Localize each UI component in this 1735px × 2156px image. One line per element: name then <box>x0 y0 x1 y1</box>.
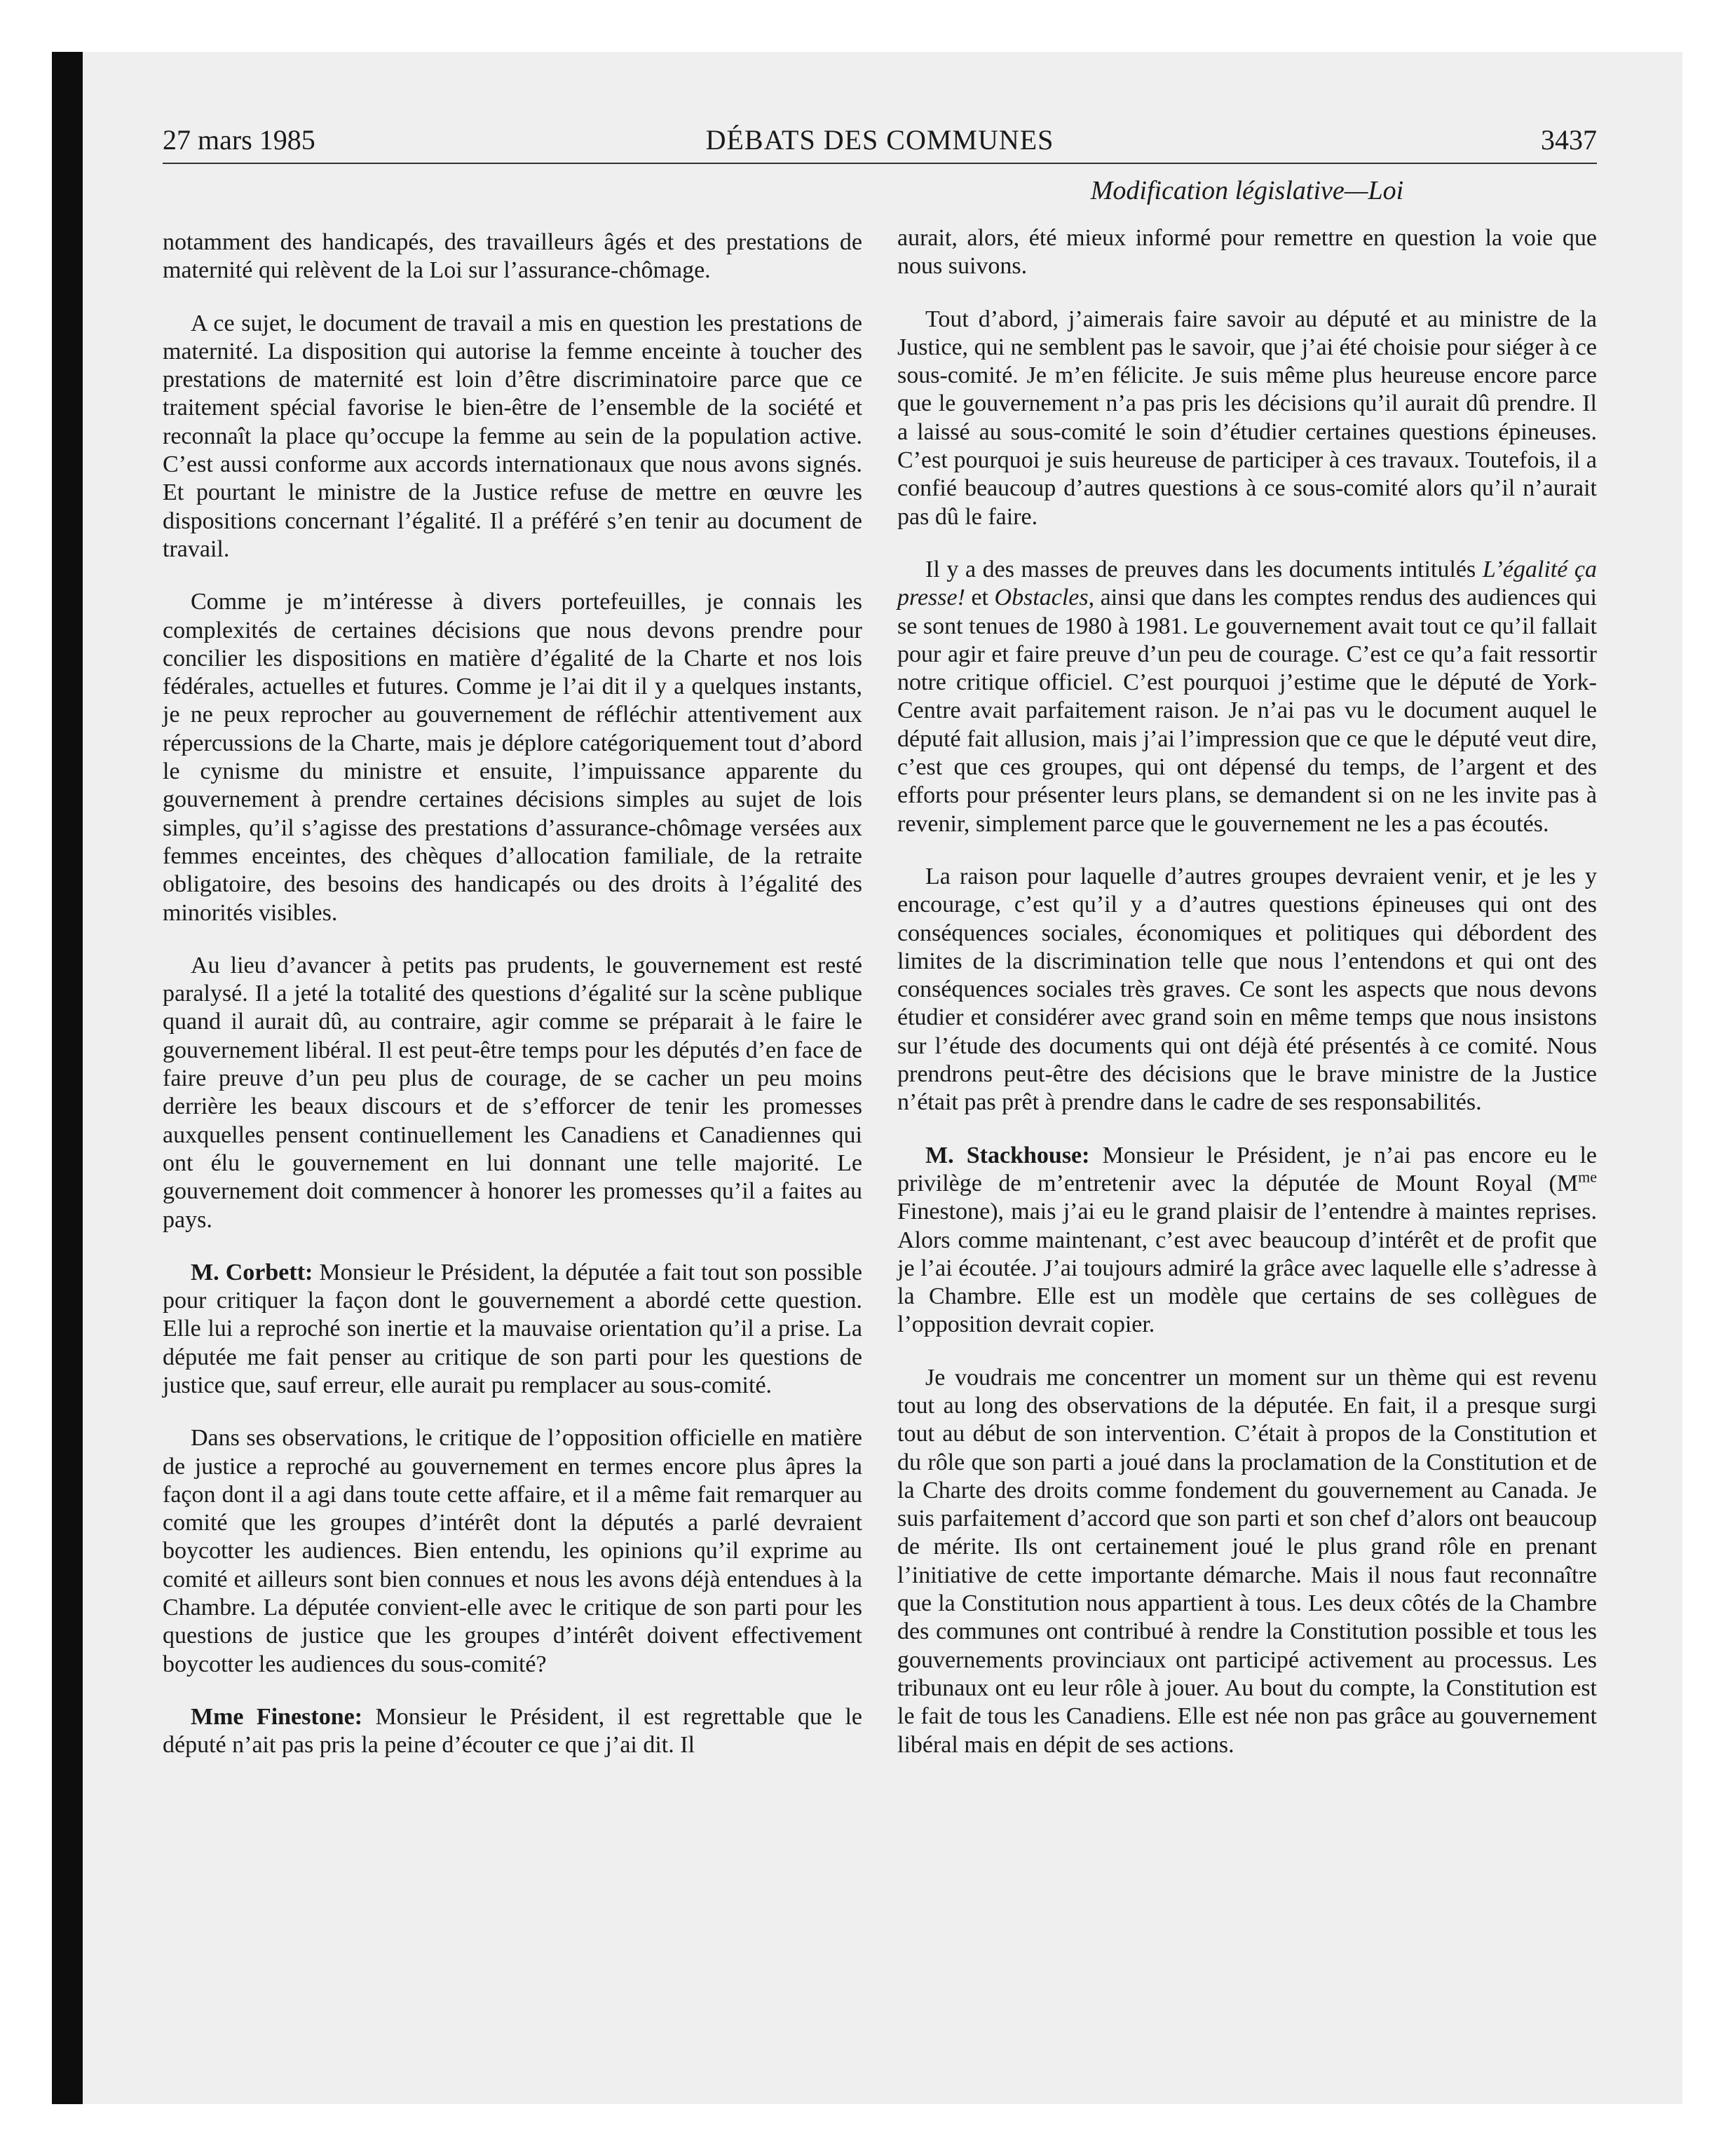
page-number: 3437 <box>1541 124 1597 156</box>
document-title: L’égalité ça presse! <box>897 556 1597 611</box>
paragraph: A ce sujet, le document de travail a mis en question les prestations de maternité. La disposition qui autorise la femme enceinte à toucher des prestations de maternité est loin d’être discriminatoire parce que ce traitement spécial favorise le bien-être de l’ensemble de la société et reconnaît la place qu’occupe la femme au sein de la population active. C’est aussi conforme aux accords internationaux que nous avons signés. Et pourtant le ministre de la Justice refuse de mettre en œuvre les dispositions concernant l’égalité. Il a préféré s’en tenir au document de travail. <box>163 310 862 562</box>
paragraph: La raison pour laquelle d’autres groupes devraient venir, et je les y encourage, c’est qu’il y a d’autres questions épineuses qui ont des conséquences sociales, économiques et politiques qui débordent des limites de la discrimination telle que nous l’entendons et qui ont des conséquences sociales très graves. Ce sont les aspects que nous devons étudier et considérer avec grand soin en même temps que nous insistons sur l’étude des documents qui ont déjà été présentés à ce comité. Nous prendrons peut-être des décisions que le brave ministre de la Justice n’était pas prêt à prendre dans le cadre de ses responsabilités. <box>897 863 1597 1116</box>
paragraph: Tout d’abord, j’aimerais faire savoir au député et au ministre de la Justice, qui ne semblent pas le savoir, que j’ai été choisie pour siéger à ce sous-comité. Je m’en félicite. Je suis même plus heureuse encore parce que le gouvernement n’a pas pris les décisions qu’il aurait dû prendre. Il a laissé au sous-comité le soin d’étudier certaines questions épineuses. C’est pourquoi je suis heureuse de participer à ces travaux. Toutefois, il a confié beaucoup d’autres questions à ce sous-comité alors qu’il n’aurait pas dû le faire. <box>897 306 1597 530</box>
paragraph: Au lieu d’avancer à petits pas prudents, le gouvernement est resté paralysé. Il a jeté la totalité des questions d’égalité sur la scène publique quand il aurait dû, au contraire, agir comme se préparait à le faire le gouvernement libéral. Il est peut-être temps pour les députés d’en face de faire preuve d’un peu plus de courage, de se cacher un peu moins derrière les beaux discours et de s’efforcer de tenir les promesses auxquelles pensent continuellement les Canadiens et Canadiennes qui ont élu le gouvernement en lui donnant une telle majorité. Le gouvernement doit commencer à honorer les promesses qu’il a faites au pays. <box>163 952 862 1233</box>
speech-paragraph <box>163 1703 862 1760</box>
paragraph: Dans ses observations, le critique de l’opposition officielle en matière de justice a reproché au gouvernement en termes encore plus âpres la façon dont il a agi dans toute cette affaire, et il a même fait remarquer au comité que les groupes d’intérêt dont la députés a parlé devraient boycotter les audiences. Bien entendu, les opinions qu’il exprime au comité et ailleurs sont bien connues et nous les avons déjà entendues à la Chambre. La députée convient-elle avec le critique de son parti pour les questions de justice que les groupes d’intérêt doivent effectivement boycotter les audiences du sous-comité? <box>163 1425 862 1677</box>
paragraph: Je voudrais me concentrer un moment sur un thème qui est revenu tout au long des observations de la députée. En fait, il a presque surgi tout au début de son intervention. C’était à propos de la Constitution et du rôle que son parti a joué dans la proclamation de la Constitution et de la Charte des droits comme fondement du gouvernement au Canada. Je suis parfaitement d’accord que son parti et son chef d’alors ont beaucoup de mérite. Ils ont certainement joué le plus grand rôle en prenant l’initiative de cette importante démarche. Mais il nous faut reconnaître que la Constitution nous appartient à tous. Les deux côtés de la Chambre des communes ont contribué à rendre la Constitution possible et tous les gouvernements provinciaux ont participé activement au processus. Les tribunaux ont eu leur rôle à jouer. Au bout du compte, la Constitution est le fait de tous les Canadiens. Elle est née non pas grâce au gouvernement libéral mais en dépit de ses actions. <box>897 1364 1597 1758</box>
paragraph-text: , ainsi que dans les comptes rendus des audiences qui se sont tenues de 1980 à 1981. Le gouvernement avait tout ce qu’il fallait pour agir et faire preuve d’un peu de courage. C’est ce qu’a fait ressortir notre critique officiel. C’est pourquoi j’estime que le député de York-Centre avait parfaitement raison. Je n’ai pas vu le document auquel le député fait allusion, mais j’ai l’impression que ce que le député veut dire, c’est que ces groupes, qui ont dépensé du temps, de l’argent et des efforts pour présenter leurs plans, se demandent si on ne les invite pas à revenir, simplement parce que le gouvernement ne les a pas écoutés. <box>897 585 1597 837</box>
speech-text: Monsieur le Président, il est regrettable que le député n’ait pas pris la peine d’écouter ce que j’ai dit. Il <box>163 1703 862 1759</box>
paragraph: notamment des handicapés, des travailleurs âgés et des prestations de maternité qui relèvent de la Loi sur l’assurance-chômage. <box>163 229 862 284</box>
left-column <box>163 228 862 1785</box>
header-date: 27 mars 1985 <box>163 124 315 156</box>
speech-text: Monsieur le Président, je n’ai pas encore eu le privilège de m’entretenir avec la députée de Mount Royal (M <box>897 1142 1597 1196</box>
speech-text: Finestone), mais j’ai eu le grand plaisir de l’entendre à maintes reprises. Alors comme maintenant, c’est avec beaucoup d’intérêt et de profit que je l’ai écoutée. J’ai toujours admiré la grâce avec laquelle elle s’adresse à la Chambre. Elle est un modèle que certains de ses collègues de l’opposition devrait copier. <box>897 1199 1597 1338</box>
speech-text: Monsieur le Président, la députée a fait tout son possible pour critiquer la façon dont le gouvernement a abordé cette question. Elle lui a reproché son inertie et la mauvaise orientation qu’il a prise. La députée me fait penser au critique de son parti pour les questions de justice que, sauf erreur, elle aurait pu remplacer au sous-comité. <box>163 1259 862 1398</box>
paragraph-text: Il y a des masses de preuves dans les documents intitulés <box>925 556 1483 582</box>
speech-paragraph <box>163 1259 862 1400</box>
journal-title: DÉBATS DES COMMUNES <box>705 124 1054 156</box>
document-title: Obstacles <box>994 585 1089 611</box>
paragraph: Comme je m’intéresse à divers portefeuilles, je connais les complexités de certaines décisions que nous devons prendre pour concilier les dispositions en matière d’égalité de la Charte et nos lois fédérales, actuelles et futures. Comme je l’ai dit il y a quelques instants, je ne peux reprocher au gouvernement de réfléchir attentivement aux répercussions de la Charte, mais je déplore catégoriquement tout d’abord le cynisme du ministre et ensuite, l’impuissance apparente du gouvernement à prendre certaines décisions simples au sujet de lois simples, qu’il s’agisse des prestations d’assurance-chômage versées aux femmes enceintes, des chèques d’allocation familiale, de la retraite obligatoire, des besoins des handicapés ou des droits à l’égalité des minorités visibles. <box>163 589 862 926</box>
speaker-name: M. Corbett: <box>191 1259 313 1285</box>
page-header <box>163 123 1597 164</box>
paragraph: aurait, alors, été mieux informé pour remettre en question la voie que nous suivons. <box>897 225 1597 280</box>
section-running-head: Modification législative—Loi <box>1090 176 1404 205</box>
speech-paragraph <box>897 1142 1597 1339</box>
right-column <box>897 224 1597 1784</box>
scan-binding-edge <box>52 52 83 2104</box>
speaker-name: M. Stackhouse: <box>925 1142 1090 1168</box>
superscript: me <box>1578 1168 1597 1186</box>
paragraph-text: et <box>965 585 995 611</box>
speaker-name: Mme Finestone: <box>191 1703 363 1730</box>
paragraph <box>897 556 1597 838</box>
